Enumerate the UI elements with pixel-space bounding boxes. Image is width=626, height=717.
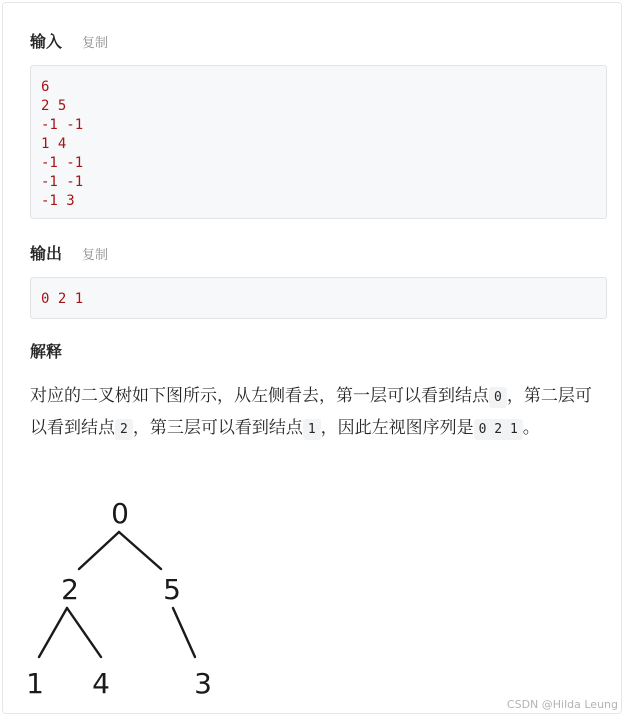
input-code-block: 6 2 5 -1 -1 1 4 -1 -1 -1 -1 -1 3 xyxy=(30,65,607,219)
inline-code-0: 0 xyxy=(489,387,507,408)
edge-0-2 xyxy=(79,532,119,569)
tree-node-3: 3 xyxy=(194,667,212,700)
tree-node-5: 5 xyxy=(163,573,181,606)
edge-2-1 xyxy=(39,608,67,657)
output-title: 输出 xyxy=(30,244,63,263)
explanation-text xyxy=(30,381,608,445)
edge-0-5 xyxy=(119,532,161,569)
input-copy-button[interactable]: 复制 xyxy=(82,36,109,51)
input-title: 输入 xyxy=(30,32,63,51)
output-copy-button[interactable]: 复制 xyxy=(82,248,109,263)
tree-node-2: 2 xyxy=(61,573,79,606)
watermark: CSDN @Hilda Leung xyxy=(506,698,618,711)
explanation-text-1: 对应的二叉树如下图所示，从左侧看去，第一层可以看到结点 xyxy=(30,386,489,406)
inline-code-2: 2 xyxy=(115,419,133,440)
explanation-title: 解释 xyxy=(30,342,63,361)
output-code-block: 0 2 1 xyxy=(30,277,607,319)
edge-5-3 xyxy=(173,608,195,657)
problem-card xyxy=(2,2,622,714)
explanation-header xyxy=(30,339,62,362)
inline-code-1: 1 xyxy=(303,419,321,440)
tree-node-0: 0 xyxy=(111,497,129,530)
explanation-text-2: ，第二层可以看到结点 xyxy=(30,386,592,438)
input-header xyxy=(30,29,108,52)
tree-node-4: 4 xyxy=(92,667,110,700)
inline-code-sequence: 0 2 1 xyxy=(474,419,523,440)
output-header xyxy=(30,241,108,264)
binary-tree-diagram xyxy=(23,493,243,708)
explanation-text-5: 。 xyxy=(522,418,540,438)
explanation-text-4: ，因此左视图序列是 xyxy=(320,418,474,438)
explanation-text-3: ，第三层可以看到结点 xyxy=(132,418,303,438)
edge-2-4 xyxy=(67,608,101,657)
tree-node-1: 1 xyxy=(26,667,44,700)
